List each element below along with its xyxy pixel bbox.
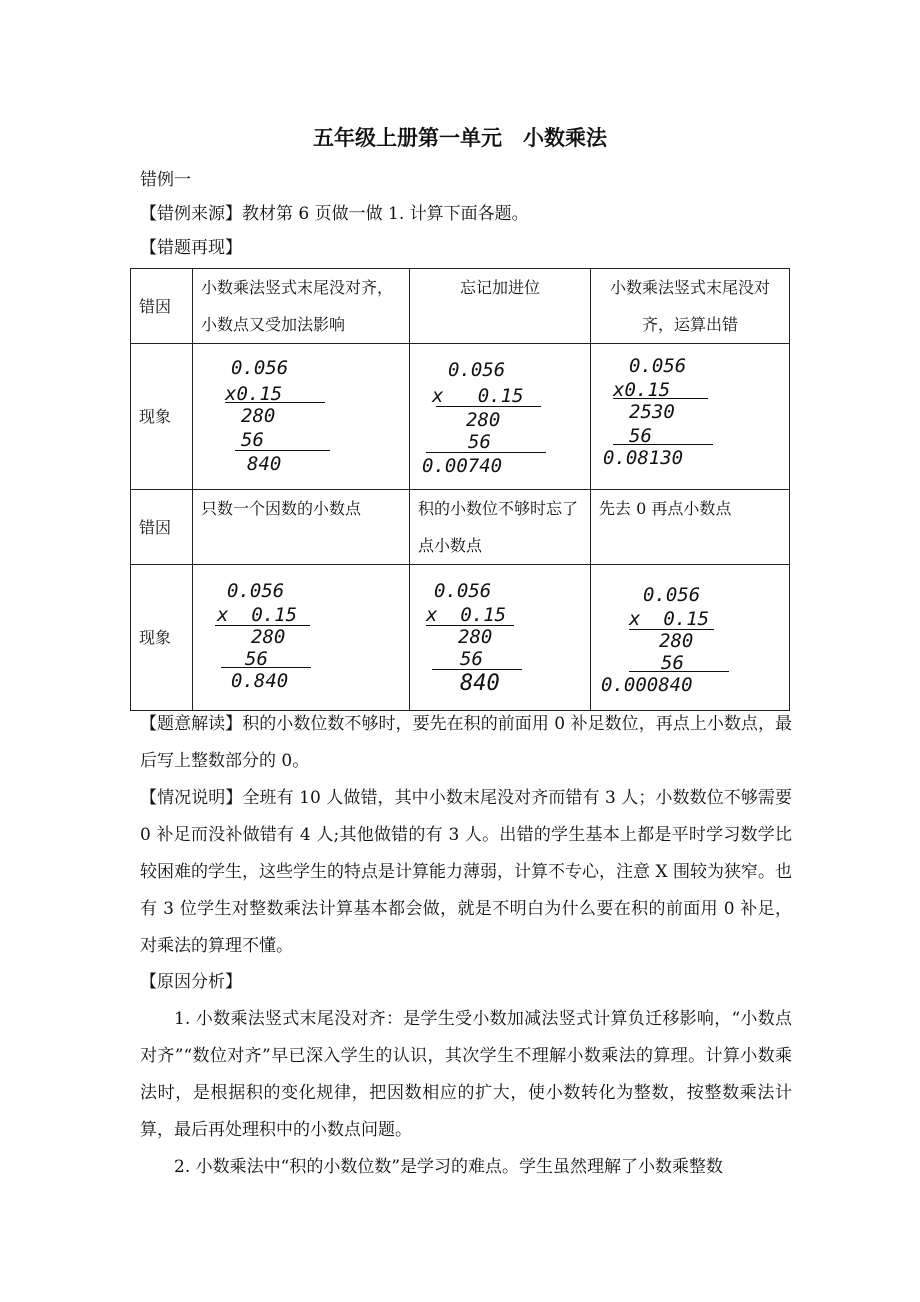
table-row — [131, 269, 790, 344]
table-row — [131, 490, 790, 565]
calc-line — [221, 667, 311, 668]
calc-line — [613, 398, 708, 399]
calc-partial: 280 — [458, 626, 493, 648]
calc-cell — [193, 565, 410, 711]
calc-multiplier: x0.15 — [225, 383, 283, 405]
calc-partial: 280 — [659, 630, 694, 652]
calc-multiplicand: 0.056 — [434, 580, 492, 602]
calc-result: 840 — [247, 453, 282, 475]
calc-partial: 280 — [251, 626, 286, 648]
calc-multiplier: x 0.15 — [217, 604, 298, 626]
calc-result: 840 — [460, 671, 500, 696]
calc-line — [613, 444, 713, 445]
situation-paragraph: 【情况说明】全班有 10 人做错，其中小数末尾没对齐而错有 3 人；小数数位不够需要 0 补足而没补做错有 4 人;其他做错的有 3 人。出错的学生基本上都是平时学习数学比较困难的学生，这些学生的特点是计算能力薄弱，计算不专心，注意 X 围较为狭窄。也有 3 位学生对整数乘法计算基本都会做，就是不明白为什么要在积的前面用 0 补足，对乘法的算理不懂。 — [140, 788, 792, 956]
calc-multiplicand: 0.056 — [448, 359, 506, 381]
row-label: 错因 — [131, 490, 193, 565]
calc-partial: 56 — [245, 648, 268, 670]
table-row — [131, 344, 790, 490]
table-row — [131, 565, 790, 711]
calc-multiplicand: 0.056 — [643, 584, 701, 606]
calc-cell — [193, 344, 410, 490]
calc-result: 0.08130 — [603, 447, 684, 469]
analysis-paragraph: 1. 小数乘法竖式末尾没对齐：是学生受小数加减法竖式计算负迁移影响，“小数点对齐”“数位对齐”早已深入学生的认识，其次学生不理解小数乘法的算理。计算小数乘法时，是根据积的变化规律，把因数相应的扩大，使小数转化为整数，按整数乘法计算，最后再处理积中的小数点问题。 — [140, 1009, 792, 1140]
calc-partial: 56 — [460, 648, 483, 670]
calc-line — [225, 402, 325, 403]
cause-cell: 小数乘法竖式末尾没对齐，运算出错 — [591, 269, 790, 344]
calc-multiplicand: 0.056 — [231, 357, 289, 379]
example-label: 错例一 — [140, 170, 191, 190]
calc-result: 0.00740 — [422, 455, 503, 477]
calc-partial: 56 — [629, 425, 652, 447]
calc-line — [436, 406, 541, 407]
page-title: 五年级上册第一单元 小数乘法 — [313, 126, 607, 150]
calc-partial: 280 — [466, 409, 501, 431]
source-line: 【错例来源】教材第 6 页做一做 1. 计算下面各题。 — [140, 204, 529, 224]
calc-partial: 56 — [241, 429, 264, 451]
calc-cell — [410, 344, 591, 490]
cause-cell: 积的小数位不够时忘了点小数点 — [410, 490, 591, 565]
calc-multiplicand: 0.056 — [629, 355, 687, 377]
calc-multiplier: x 0.15 — [432, 385, 524, 407]
calc-partial: 2530 — [629, 401, 675, 423]
calc-partial: 56 — [468, 431, 491, 453]
reproduce-label: 【错题再现】 — [140, 238, 242, 258]
calc-multiplier: x0.15 — [613, 379, 671, 401]
calc-cell — [591, 344, 790, 490]
cause-cell: 先去 0 再点小数点 — [591, 490, 790, 565]
analysis-label: 【原因分析】 — [140, 972, 242, 992]
calc-line — [629, 671, 729, 672]
calc-line — [432, 669, 522, 670]
calc-line — [235, 450, 330, 451]
calc-multiplicand: 0.056 — [227, 580, 285, 602]
calc-multiplier: x 0.15 — [629, 608, 710, 630]
calc-result: 0.840 — [231, 670, 289, 692]
interpretation-paragraph: 【题意解读】积的小数位数不够时，要先在积的前面用 0 补足数位，再点上小数点，最后写上整数部分的 0。 — [140, 714, 792, 771]
calc-line — [426, 452, 546, 453]
cause-cell: 只数一个因数的小数点 — [193, 490, 410, 565]
row-label: 现象 — [131, 565, 193, 711]
calc-partial: 56 — [661, 652, 684, 674]
analysis-paragraph: 2. 小数乘法中“积的小数位数”是学习的难点。学生虽然理解了小数乘整数 — [174, 1157, 724, 1177]
cause-cell: 小数乘法竖式末尾没对齐，小数点又受加法影响 — [193, 269, 410, 344]
calc-cell — [410, 565, 591, 711]
calc-cell — [591, 565, 790, 711]
row-label: 现象 — [131, 344, 193, 490]
error-table — [130, 268, 790, 711]
row-label: 错因 — [131, 269, 193, 344]
calc-result: 0.000840 — [601, 674, 693, 696]
calc-partial: 280 — [241, 405, 276, 427]
cause-cell: 忘记加进位 — [410, 269, 591, 344]
calc-multiplier: x 0.15 — [426, 604, 507, 626]
